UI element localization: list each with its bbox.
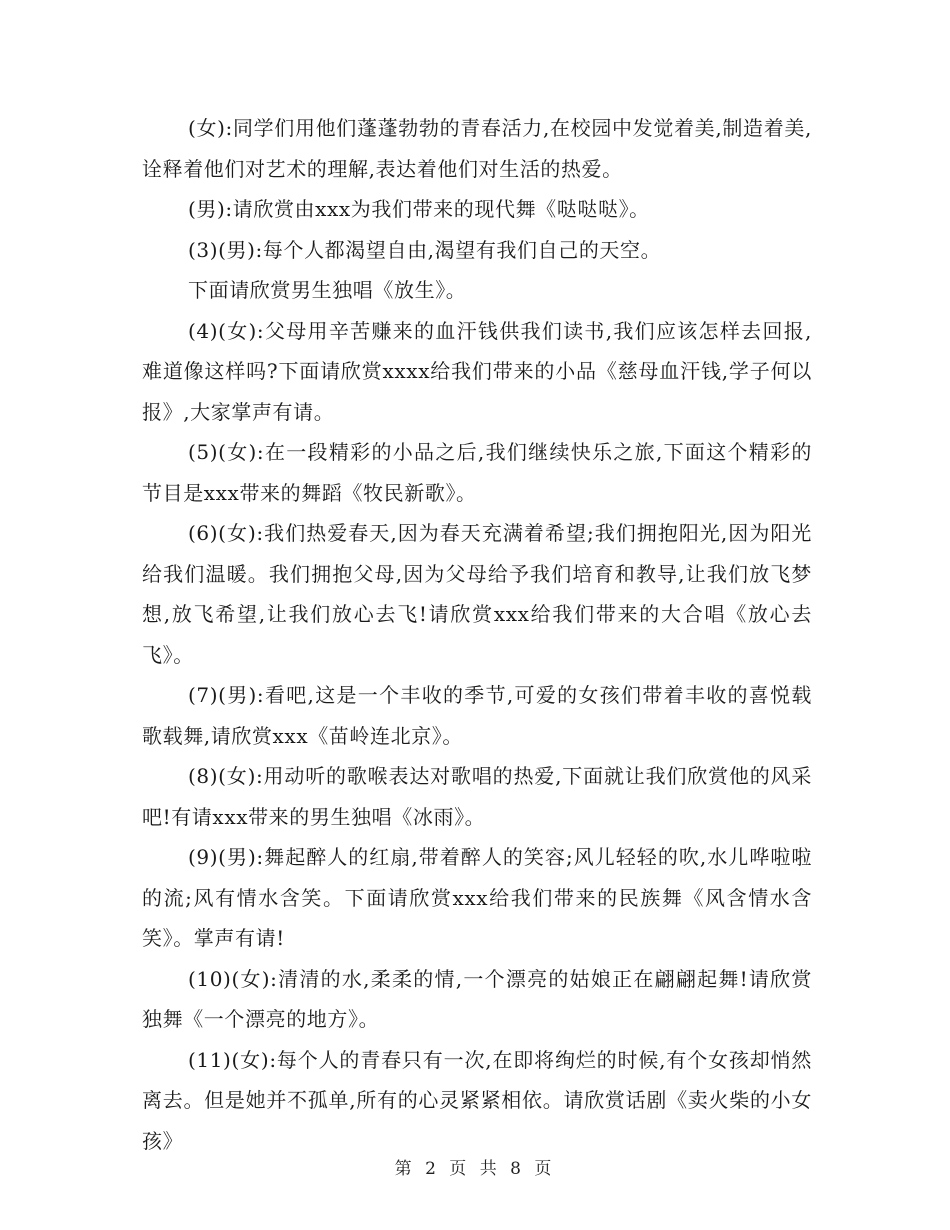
paragraph-4: 下面请欣赏男生独唱《放生》。 bbox=[188, 278, 467, 302]
paragraph-9: (8)(女):用动听的歌喉表达对歌唱的热爱,下面就让我们欣赏他的风采吧!有请xxx带来的男生独唱《冰雨》。 bbox=[142, 764, 812, 829]
paragraph-11: (10)(女):清清的水,柔柔的情,一个漂亮的姑娘正在翩翩起舞!请欣赏独舞《一个漂亮的地方》。 bbox=[142, 966, 812, 1031]
paragraph-12: (11)(女):每个人的青春只有一次,在即将绚烂的时候,有个女孩却悄然离去。但是她并不孤单,所有的心灵紧紧相依。请欣赏话剧《卖火柴的小女孩》 bbox=[142, 1047, 812, 1153]
paragraph-10: (9)(男):舞起醉人的红扇,带着醉人的笑容;风儿轻轻的吹,水儿哗啦啦的流;风有情水含笑。下面请欣赏xxx给我们带来的民族舞《风含情水含笑》。掌声有请! bbox=[142, 845, 812, 950]
paragraph-5: (4)(女):父母用辛苦赚来的血汗钱供我们读书,我们应该怎样去回报,难道像这样吗?下面请欣赏xxxx给我们带来的小品《慈母血汗钱,学子何以报》,大家掌声有请。 bbox=[142, 318, 812, 424]
page-footer: 第 2 页 共 8 页 bbox=[394, 1159, 556, 1179]
document-body bbox=[142, 108, 812, 1161]
paragraph-2: (男):请欣赏由xxx为我们带来的现代舞《哒哒哒》。 bbox=[188, 197, 650, 221]
paragraph-3: (3)(男):每个人都渴望自由,渴望有我们自己的天空。 bbox=[188, 237, 662, 262]
paragraph-6: (5)(女):在一段精彩的小品之后,我们继续快乐之旅,下面这个精彩的节目是xxx带来的舞蹈《牧民新歌》。 bbox=[142, 440, 812, 505]
paragraph-8: (7)(男):看吧,这是一个丰收的季节,可爱的女孩们带着丰收的喜悦载歌载舞,请欣赏xxx《苗岭连北京》。 bbox=[142, 683, 812, 748]
paragraph-1: (女):同学们用他们蓬蓬勃勃的青春活力,在校园中发觉着美,制造着美,诠释着他们对艺术的理解,表达着他们对生活的热爱。 bbox=[142, 116, 812, 181]
paragraph-7: (6)(女):我们热爱春天,因为春天充满着希望;我们拥抱阳光,因为阳光给我们温暖。我们拥抱父母,因为父母给予我们培育和教导,让我们放飞梦想,放飞希望,让我们放心去飞!请欣赏xxx给我们带来的大合唱《放心去飞》。 bbox=[142, 521, 812, 667]
